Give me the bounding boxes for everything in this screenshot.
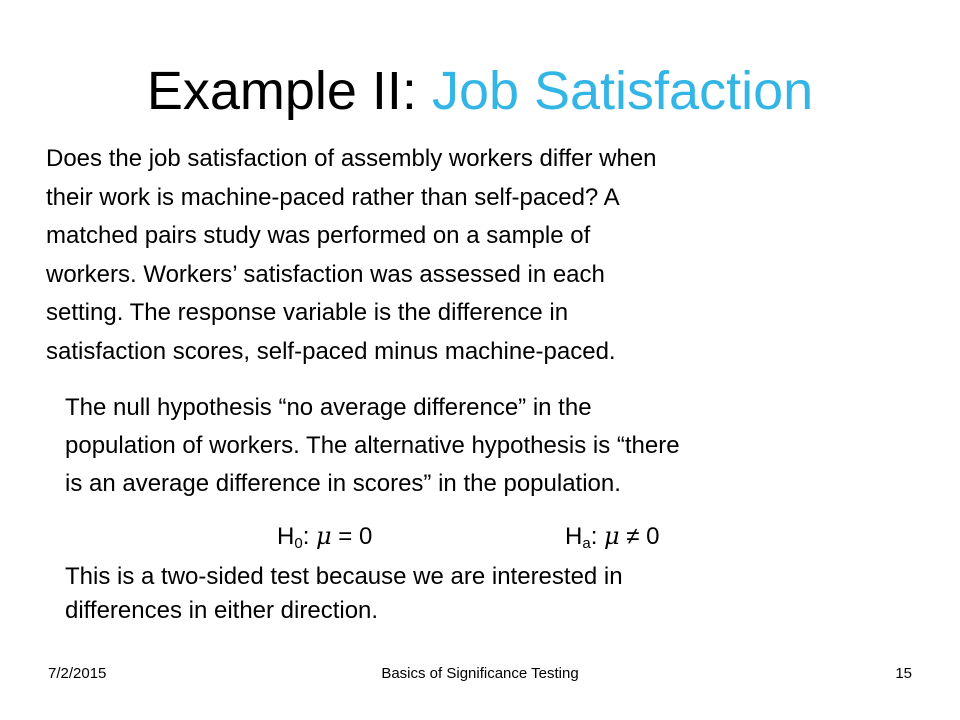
null-line: The null hypothesis “no average difference” in the [65, 394, 592, 421]
conclusion-line: differences in either direction. [65, 597, 379, 624]
null-hypothesis-paragraph [65, 389, 925, 503]
ha-value: ≠ 0 [619, 523, 660, 550]
footer-page-number: 15 [895, 665, 912, 682]
null-hypothesis-formula [277, 517, 372, 563]
footer-title: Basics of Significance Testing [381, 665, 579, 682]
null-line: is an average difference in scores” in the population. [65, 470, 621, 497]
slide-title [0, 56, 960, 126]
conclusion-paragraph [65, 560, 925, 628]
h0-letter: H [277, 523, 295, 550]
h0-colon: : [302, 523, 317, 550]
intro-line: workers. Workers’ satisfaction was assessed in each [46, 260, 605, 288]
ha-colon: : [590, 523, 605, 550]
ha-subscript: a [582, 535, 591, 552]
h0-mu-symbol: μ [316, 522, 332, 550]
ha-letter: H [565, 523, 583, 550]
null-line: population of workers. The alternative hypothesis is “there [65, 432, 680, 459]
footer-date: 7/2/2015 [48, 665, 107, 682]
h0-value: = 0 [331, 523, 373, 550]
intro-line: Does the job satisfaction of assembly workers differ when [46, 145, 657, 172]
slide-title-accent: Job Satisfaction [431, 61, 814, 121]
intro-line: setting. The response variable is the difference in [46, 299, 569, 326]
conclusion-line: This is a two-sided test because we are interested in [65, 563, 623, 590]
intro-line: satisfaction scores, self-paced minus machine-paced. [46, 337, 616, 365]
h0-subscript: 0 [294, 535, 303, 552]
ha-mu-symbol: μ [604, 522, 620, 550]
alternative-hypothesis-formula [565, 517, 660, 563]
slide-title-main: Example II: [146, 61, 432, 121]
intro-line: matched pairs study was performed on a sample of [46, 222, 591, 249]
intro-paragraph [46, 140, 926, 371]
intro-line: their work is machine-paced rather than self-paced? A [46, 183, 620, 211]
